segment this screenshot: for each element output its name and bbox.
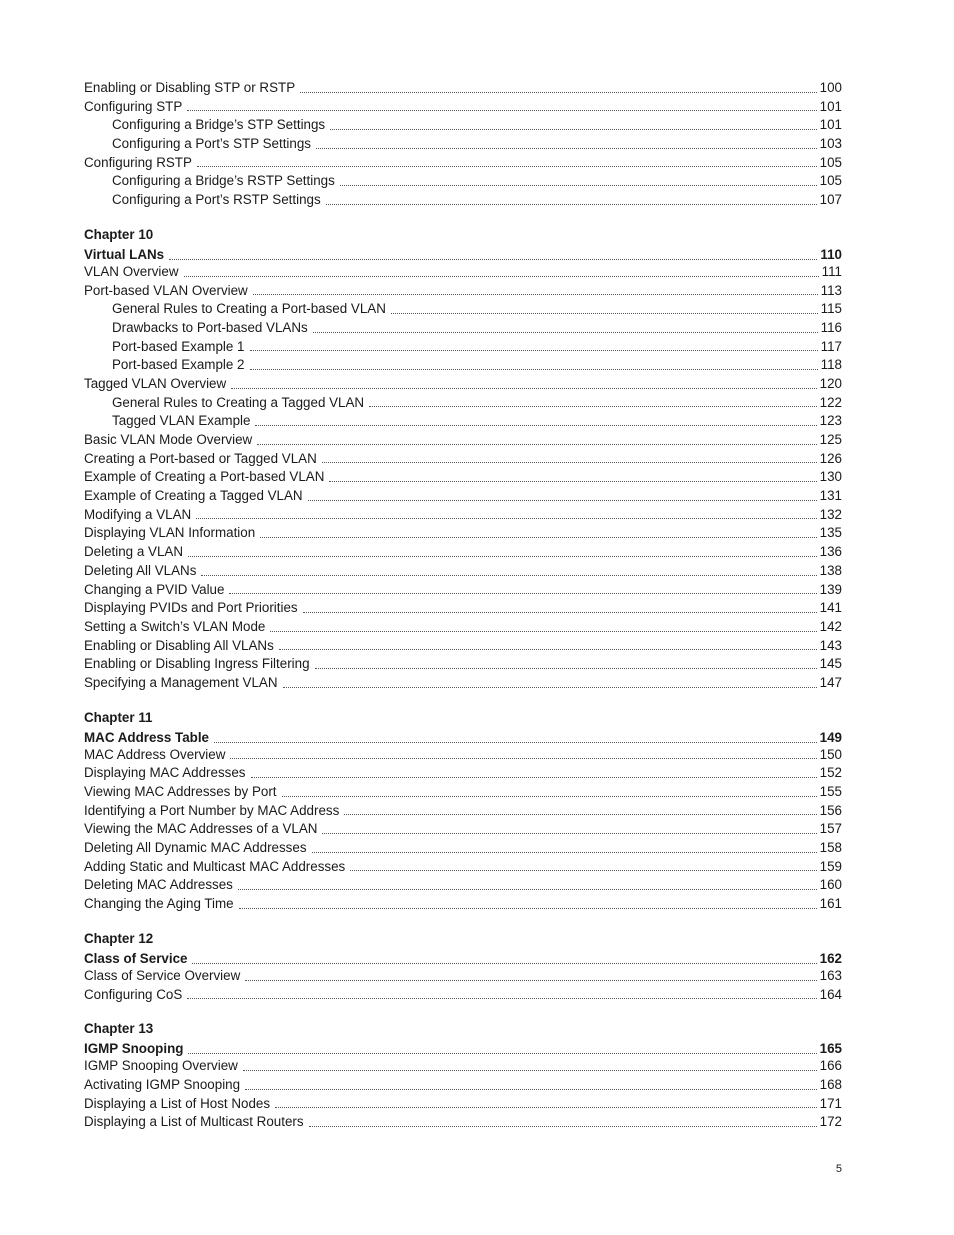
toc-entry[interactable] — [84, 895, 842, 914]
toc-entry-page: 110 — [820, 246, 842, 262]
toc-entry-title: Example of Creating a Tagged VLAN — [84, 488, 303, 504]
dot-leader — [243, 1060, 817, 1071]
toc-entry-page: 163 — [819, 967, 842, 983]
toc-entry-page: 122 — [819, 394, 842, 410]
toc-entry-title: General Rules to Creating a Tagged VLAN — [112, 394, 365, 410]
toc-entry-title: Displaying PVIDs and Port Priorities — [84, 600, 298, 616]
toc-entry[interactable] — [84, 468, 842, 487]
toc-entry-page: 142 — [819, 618, 842, 634]
toc-entry-title: Class of Service Overview — [84, 967, 241, 983]
toc-entry-page: 103 — [819, 136, 842, 152]
toc-entry-page: 143 — [819, 637, 842, 653]
toc-entry-page: 130 — [819, 469, 842, 485]
dot-leader — [300, 82, 817, 93]
toc-entry-title: Configuring CoS — [84, 986, 183, 1002]
toc-entry[interactable] — [84, 820, 842, 839]
toc-entry-page: 107 — [819, 192, 842, 208]
toc-entry[interactable] — [84, 450, 842, 469]
toc-entry[interactable] — [84, 154, 842, 173]
chapter-label: Chapter 12 — [84, 930, 154, 946]
toc-entry-page: 168 — [819, 1076, 842, 1092]
dot-leader — [309, 1116, 817, 1127]
toc-entry-title: Deleting MAC Addresses — [84, 877, 233, 893]
dot-leader — [187, 100, 816, 111]
dot-leader — [196, 508, 816, 519]
dot-leader — [322, 452, 817, 463]
toc-entry-title: Configuring STP — [84, 98, 183, 114]
dot-leader — [260, 527, 816, 538]
dot-leader — [312, 842, 817, 853]
dot-leader — [188, 546, 817, 557]
toc-entry-title: General Rules to Creating a Port-based VLAN — [112, 301, 386, 317]
toc-entry[interactable] — [84, 1095, 842, 1114]
toc-entry-title: VLAN Overview — [84, 263, 179, 279]
toc-entry-page: 135 — [819, 525, 842, 541]
toc-entry-title: Modifying a VLAN — [84, 506, 192, 522]
toc-entry[interactable] — [84, 1057, 842, 1076]
toc-entry-title: Deleting All Dynamic MAC Addresses — [84, 840, 307, 856]
toc-entry-page: 152 — [819, 765, 842, 781]
toc-entry-page: 120 — [819, 375, 842, 391]
toc-entry-page: 101 — [819, 98, 842, 114]
toc-entry-title: Class of Service — [84, 950, 188, 966]
toc-entry[interactable] — [84, 1076, 842, 1095]
dot-leader — [239, 898, 817, 909]
toc-entry-page: 131 — [819, 488, 842, 504]
dot-leader — [214, 732, 817, 743]
toc-entry[interactable] — [84, 1113, 842, 1132]
dot-leader — [308, 490, 817, 501]
toc-entry[interactable] — [84, 655, 842, 674]
toc-entry[interactable] — [84, 599, 842, 618]
toc-entry-title: Displaying a List of Multicast Routers — [84, 1114, 304, 1130]
dot-leader — [313, 322, 818, 333]
toc-entry-title: Tagged VLAN Overview — [84, 375, 227, 391]
chapter-label: Chapter 13 — [84, 1021, 154, 1037]
toc-entry-title: Enabling or Disabling STP or RSTP — [84, 80, 296, 95]
toc-entry[interactable] — [84, 746, 842, 765]
toc-entry-title: IGMP Snooping Overview — [84, 1058, 238, 1074]
toc-entry-title: Configuring a Port’s STP Settings — [112, 136, 311, 152]
dot-leader — [369, 396, 817, 407]
dot-leader — [184, 266, 819, 277]
toc-entry-page: 155 — [819, 784, 842, 799]
chapter-title-entry[interactable] — [84, 247, 842, 263]
dot-leader — [350, 860, 816, 871]
toc-entry-page: 136 — [819, 544, 842, 560]
toc-entry-title: Specifying a Management VLAN — [84, 674, 278, 690]
toc-entry-page: 100 — [819, 80, 842, 95]
toc-entry-title: Viewing the MAC Addresses of a VLAN — [84, 821, 318, 837]
toc-entry[interactable] — [84, 637, 842, 656]
toc-subentry[interactable] — [84, 172, 842, 191]
dot-leader — [303, 602, 817, 613]
toc-entry-page: 139 — [819, 581, 842, 597]
chapter-title-entry[interactable] — [84, 730, 842, 746]
toc-entry-page: 125 — [819, 432, 842, 447]
dot-leader — [316, 138, 817, 149]
dot-leader — [326, 194, 817, 205]
dot-leader — [250, 340, 818, 351]
toc-entry[interactable] — [84, 487, 842, 506]
dot-leader — [230, 748, 816, 759]
toc-entry-page: 165 — [819, 1041, 842, 1057]
toc-entry-title: Drawbacks to Port-based VLANs — [112, 319, 308, 335]
toc-entry-title: Configuring a Bridge’s STP Settings — [112, 117, 326, 133]
toc-entry-title: Port-based Example 2 — [112, 357, 245, 373]
toc-entry-page: 147 — [819, 674, 842, 690]
toc-entry-page: 111 — [821, 263, 842, 279]
toc-entry-page: 101 — [819, 117, 842, 133]
toc-entry[interactable] — [84, 98, 842, 117]
toc-entry-page: 145 — [819, 656, 842, 672]
toc-entry[interactable] — [84, 431, 842, 450]
toc-entry-page: 126 — [819, 450, 842, 466]
toc-entry[interactable] — [84, 783, 842, 802]
toc-entry[interactable] — [84, 764, 842, 783]
toc-entry[interactable] — [84, 581, 842, 600]
toc-entry[interactable] — [84, 876, 842, 895]
toc-entry-page: 105 — [819, 154, 842, 170]
toc-entry-page: 141 — [819, 600, 842, 616]
toc-subentry[interactable] — [84, 338, 842, 357]
dot-leader — [275, 1097, 817, 1108]
toc-entry-title: Adding Static and Multicast MAC Addresses — [84, 858, 346, 874]
dot-leader — [197, 156, 817, 167]
toc-entry-title: Virtual LANs — [84, 246, 165, 262]
chapter-label: Chapter 11 — [84, 709, 153, 725]
toc-entry-title: MAC Address Table — [84, 729, 210, 745]
toc-entry-page: 115 — [820, 301, 842, 317]
toc-entry-title: Viewing MAC Addresses by Port — [84, 784, 277, 799]
toc-entry-page: 157 — [819, 821, 842, 837]
toc-entry-page: 158 — [819, 840, 842, 856]
toc-subentry[interactable] — [84, 356, 842, 375]
toc-entry-page: 150 — [819, 746, 842, 762]
dot-leader — [391, 303, 818, 314]
toc-entry-title: IGMP Snooping — [84, 1041, 184, 1057]
toc-entry-page: 113 — [820, 282, 842, 298]
toc-entry-title: Deleting a VLAN — [84, 544, 183, 560]
toc-subentry[interactable] — [84, 319, 842, 338]
toc-entry-title: Creating a Port-based or Tagged VLAN — [84, 450, 317, 466]
toc-entry[interactable] — [84, 543, 842, 562]
toc-entry-title: Displaying VLAN Information — [84, 525, 256, 541]
toc-entry-title: Deleting All VLANs — [84, 562, 197, 578]
toc-entry-page: 166 — [819, 1058, 842, 1074]
toc-entry-title: Basic VLAN Mode Overview — [84, 432, 253, 447]
dot-leader — [192, 953, 816, 964]
dot-leader — [187, 988, 816, 999]
toc-entry-title: Configuring a Port’s RSTP Settings — [112, 192, 321, 208]
dot-leader — [279, 639, 817, 650]
toc-entry[interactable] — [84, 986, 842, 1005]
toc-entry-title: Configuring a Bridge’s RSTP Settings — [112, 173, 335, 189]
dot-leader — [229, 583, 816, 594]
toc-entry-page: 161 — [819, 896, 842, 912]
toc-entry-page: 132 — [819, 506, 842, 522]
toc-entry-title: Setting a Switch’s VLAN Mode — [84, 618, 266, 634]
dot-leader — [245, 1079, 817, 1090]
dot-leader — [231, 378, 816, 389]
toc-entry-title: Identifying a Port Number by MAC Address — [84, 802, 340, 818]
toc-entry[interactable] — [84, 802, 842, 821]
toc-entry-page: 138 — [819, 562, 842, 578]
chapter-title-entry[interactable] — [84, 951, 842, 967]
toc-subentry[interactable] — [84, 394, 842, 413]
toc-entry-title: Port-based VLAN Overview — [84, 282, 248, 298]
toc-entry-page: 118 — [820, 357, 842, 373]
toc-entry-page: 149 — [819, 729, 842, 745]
toc-entry-page: 159 — [819, 858, 842, 874]
dot-leader — [283, 677, 817, 688]
dot-leader — [322, 823, 816, 834]
dot-leader — [238, 879, 817, 890]
page-number: 5 — [835, 1163, 842, 1175]
dot-leader — [255, 415, 816, 426]
toc-entry-title: Enabling or Disabling Ingress Filtering — [84, 656, 310, 672]
toc-entry-page: 116 — [820, 319, 842, 335]
toc-entry[interactable] — [84, 506, 842, 525]
toc-entry-page: 117 — [820, 338, 842, 354]
dot-leader — [169, 249, 817, 260]
toc-entry-page: 105 — [819, 173, 842, 189]
dot-leader — [251, 767, 817, 778]
dot-leader — [253, 284, 818, 295]
dot-leader — [257, 434, 816, 445]
chapter-title-entry[interactable] — [84, 1041, 842, 1057]
toc-entry-page: 172 — [819, 1114, 842, 1130]
dot-leader — [245, 970, 816, 981]
dot-leader — [315, 658, 817, 669]
toc-entry[interactable] — [84, 839, 842, 858]
toc-entry-title: Changing a PVID Value — [84, 581, 225, 597]
toc-entry[interactable] — [84, 524, 842, 543]
toc-entry-page: 160 — [819, 877, 842, 893]
toc-entry[interactable] — [84, 562, 842, 581]
dot-leader — [250, 359, 818, 370]
toc-entry-page: 156 — [819, 802, 842, 818]
toc-subentry[interactable] — [84, 412, 842, 431]
toc-entry[interactable] — [84, 375, 842, 394]
toc-entry[interactable] — [84, 618, 842, 637]
toc-entry-title: Displaying MAC Addresses — [84, 765, 246, 781]
dot-leader — [270, 621, 816, 632]
toc-entry-title: Configuring RSTP — [84, 154, 192, 170]
toc-entry[interactable] — [84, 674, 842, 693]
toc-subentry[interactable] — [84, 300, 842, 319]
toc-entry-title: Activating IGMP Snooping — [84, 1076, 241, 1092]
dot-leader — [340, 175, 817, 186]
toc-subentry[interactable] — [84, 135, 842, 154]
toc-entry[interactable] — [84, 858, 842, 877]
dot-leader — [282, 786, 817, 797]
toc-entry-page: 164 — [819, 986, 842, 1002]
toc-entry-title: Port-based Example 1 — [112, 338, 245, 354]
toc-entry-page: 123 — [819, 413, 842, 429]
toc-entry-page: 171 — [819, 1095, 842, 1111]
toc-subentry[interactable] — [84, 116, 842, 135]
dot-leader — [344, 804, 816, 815]
dot-leader — [329, 471, 816, 482]
dot-leader — [188, 1043, 816, 1054]
toc-subentry[interactable] — [84, 191, 842, 210]
chapter-label: Chapter 10 — [84, 226, 154, 242]
toc-entry[interactable] — [84, 282, 842, 301]
dot-leader — [330, 119, 817, 130]
toc-entry[interactable] — [84, 79, 842, 98]
dot-leader — [201, 565, 816, 576]
toc-entry[interactable] — [84, 263, 842, 282]
toc-entry-page: 162 — [819, 950, 842, 966]
toc-entry-title: Enabling or Disabling All VLANs — [84, 637, 274, 653]
table-of-contents — [84, 79, 842, 1132]
toc-entry-title: Displaying a List of Host Nodes — [84, 1095, 271, 1111]
toc-entry-title: MAC Address Overview — [84, 746, 226, 762]
toc-entry[interactable] — [84, 967, 842, 986]
toc-entry-title: Example of Creating a Port-based VLAN — [84, 469, 325, 485]
toc-entry-title: Tagged VLAN Example — [112, 413, 251, 429]
toc-entry-title: Changing the Aging Time — [84, 896, 234, 912]
